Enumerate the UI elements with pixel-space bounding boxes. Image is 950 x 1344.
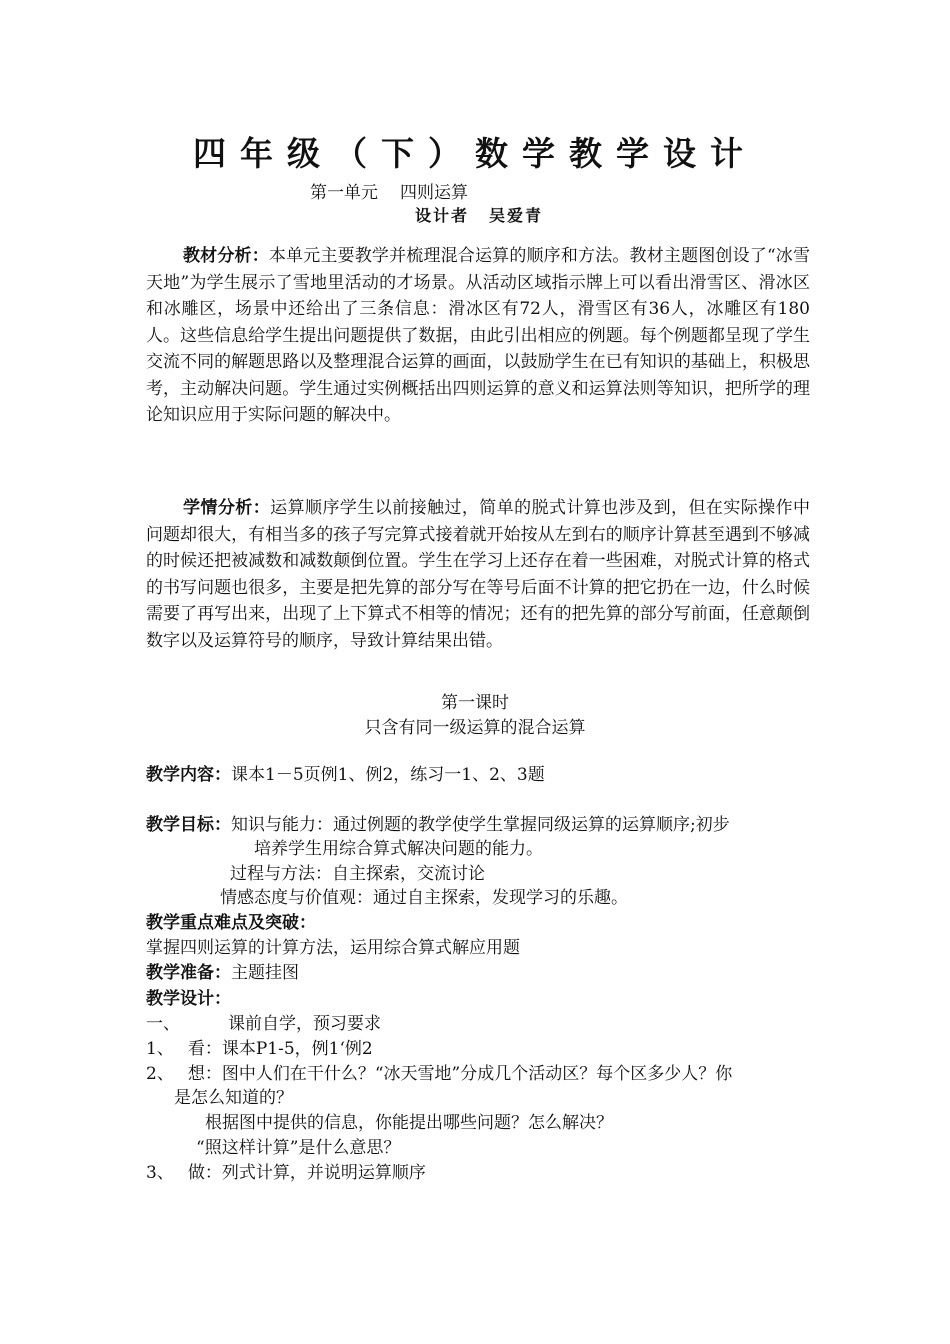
- lesson-title: 只含有同一级运算的混合运算: [364, 718, 586, 738]
- item-2-text-a: 想：图中人们在干什么？“冰天雪地”分成几个活动区？每个区多少人？你: [187, 1064, 733, 1084]
- teaching-goal-1a: 知识与能力：通过例题的教学使学生掌握同级运算的运算顺序;初步: [231, 815, 730, 835]
- teaching-content-text: 课本1－5页例1、例2，练习一1、2、3题: [231, 765, 545, 785]
- unit-heading: [310, 178, 468, 203]
- unit-label: 第一单元: [310, 183, 378, 203]
- teaching-design-label: 教学设计：: [146, 989, 231, 1009]
- author-label: 设计者: [415, 206, 470, 225]
- teaching-goal-label: 教学目标：: [146, 815, 231, 835]
- author-name: 吴爱青: [489, 206, 544, 225]
- key-points-heading: [146, 910, 316, 936]
- key-points-text: 掌握四则运算的计算方法，运用综合算式解应用题: [146, 938, 520, 958]
- item-1-text: 看：课本P1-5，例1‘例2: [187, 1039, 373, 1059]
- teaching-content-label: 教学内容：: [146, 765, 231, 785]
- item-3-text: 做：列式计算，并说明运算顺序: [187, 1163, 426, 1183]
- step-1-number: 一、: [146, 1014, 180, 1034]
- item-1-number: 1、: [146, 1039, 174, 1059]
- teaching-prep: [146, 960, 299, 986]
- teaching-goal-1b: 培养学生用综合算式解决问题的能力。: [254, 839, 543, 859]
- item-2: [146, 1061, 732, 1087]
- lesson-number: 第一课时: [441, 693, 509, 713]
- teaching-design-heading: [146, 986, 231, 1012]
- document-title: 四年级（下）数学教学设计: [193, 134, 757, 173]
- teaching-goal: [146, 812, 730, 838]
- student-analysis: [146, 495, 810, 654]
- teaching-goal-2: 过程与方法：自主探索，交流讨论: [230, 864, 485, 884]
- student-analysis-text: 运算顺序学生以前接触过，简单的脱式计算也涉及到，但在实际操作中问题却很大，有相当多的孩子写完算式接着就开始按从左到右的顺序计算甚至遇到不够减的时候还把被减数和减数颠倒位置。学生在学习上还存在着一些困难，对脱式计算的格式的书写问题也很多，主要是把先算的部分写在等号后面不计算的把它扔在一边，什么时候需要了再写出来，出现了上下算式不相等的情况；还有的把先算的部分写前面，任意颠倒数字以及运算符号的顺序，导致计算结果出错。: [146, 498, 811, 651]
- material-analysis-label: 教材分析：: [183, 246, 269, 266]
- student-analysis-label: 学情分析：: [183, 498, 271, 518]
- teaching-content: [146, 762, 545, 788]
- item-2-number: 2、: [146, 1064, 174, 1084]
- teaching-prep-label: 教学准备：: [146, 963, 231, 983]
- teaching-prep-text: 主题挂图: [231, 963, 299, 983]
- unit-name: 四则运算: [400, 183, 468, 203]
- step-1: [146, 1011, 381, 1037]
- item-2-text-b: 是怎么知道的？: [174, 1088, 293, 1108]
- material-analysis: [146, 243, 810, 429]
- key-points-label: 教学重点难点及突破：: [146, 913, 316, 933]
- material-analysis-text: 本单元主要教学并梳理混合运算的顺序和方法。教材主题图创设了“冰雪天地”为学生展示了雪地里活动的才场景。从活动区域指示牌上可以看出滑雪区、滑冰区和冰雕区，场景中还给出了三条信息：滑冰区有72人，滑雪区有36人，冰雕区有180人。这些信息给学生提出问题提供了数据，由此引出相应的例题。每个例题都呈现了学生交流不同的解题思路以及整理混合运算的画面，以鼓励学生在已有知识的基础上，积极思考，主动解决问题。学生通过实例概括出四则运算的意义和运算法则等知识，把所学的理论知识应用于实际问题的解决中。: [146, 246, 810, 425]
- teaching-goal-3: 情感态度与价值观：通过自主探索，发现学习的乐趣。: [220, 888, 628, 908]
- item-1: [146, 1036, 373, 1062]
- item-3: [146, 1160, 426, 1186]
- item-2-text-d: “照这样计算”是什么意思？: [196, 1138, 401, 1158]
- item-2-text-c: 根据图中提供的信息，你能提出哪些问题？怎么解决？: [205, 1113, 613, 1133]
- step-1-text: 课前自学，预习要求: [228, 1014, 381, 1034]
- item-3-number: 3、: [146, 1163, 174, 1183]
- author-line: [415, 203, 543, 226]
